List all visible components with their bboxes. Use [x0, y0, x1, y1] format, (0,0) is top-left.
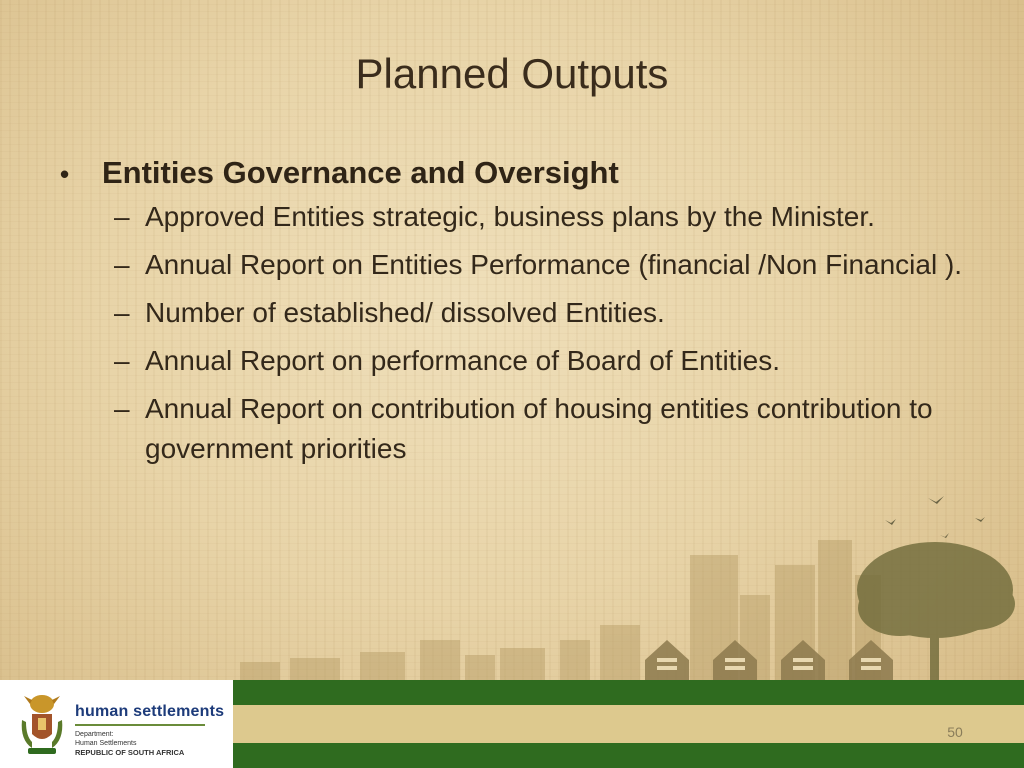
main-bullet-heading: Entities Governance and Oversight [102, 155, 619, 190]
dash-icon: – [114, 393, 130, 424]
department-logo [75, 703, 224, 757]
house-icons [645, 640, 893, 680]
sub-bullet-item [114, 341, 978, 381]
dash-icon: – [114, 297, 130, 328]
dash-icon: – [114, 201, 130, 232]
sub-bullet-list [114, 197, 978, 469]
bird-icons [885, 496, 985, 538]
sub-bullet-text: Annual Report on performance of Board of Entities. [145, 345, 781, 376]
sub-bullet-item [114, 293, 978, 333]
sub-bullet-item [114, 197, 978, 237]
department-label: Department: [75, 731, 114, 738]
footer-cream-band [233, 705, 1024, 743]
footer-green-band-bottom [233, 743, 1024, 768]
main-bullet [58, 155, 978, 191]
slide-title: Planned Outputs [355, 50, 669, 97]
sub-bullet-item [114, 389, 978, 469]
country-name: REPUBLIC OF SOUTH AFRICA [75, 748, 185, 757]
department-name: human settlements [75, 703, 225, 720]
department-subname: Human Settlements [75, 740, 137, 747]
bullet-content [58, 155, 978, 477]
coat-of-arms-icon [16, 690, 68, 760]
sub-bullet-text: Annual Report on Entities Performance (financial /Non Financial ). [145, 249, 963, 280]
sub-bullet-text: Number of established/ dissolved Entities. [145, 297, 665, 328]
sub-bullet-text: Annual Report on contribution of housing entities contribution to government priorities [145, 393, 933, 464]
page-number: 50 [947, 724, 963, 740]
dash-icon: – [114, 249, 130, 280]
footer-green-band [233, 680, 1024, 705]
bullet-icon: • [60, 159, 70, 189]
sub-bullet-item [114, 245, 978, 285]
logo-divider [75, 724, 205, 726]
sub-bullet-text: Approved Entities strategic, business plans by the Minister. [145, 201, 875, 232]
dash-icon: – [114, 345, 130, 376]
tree-illustration [857, 542, 1015, 680]
